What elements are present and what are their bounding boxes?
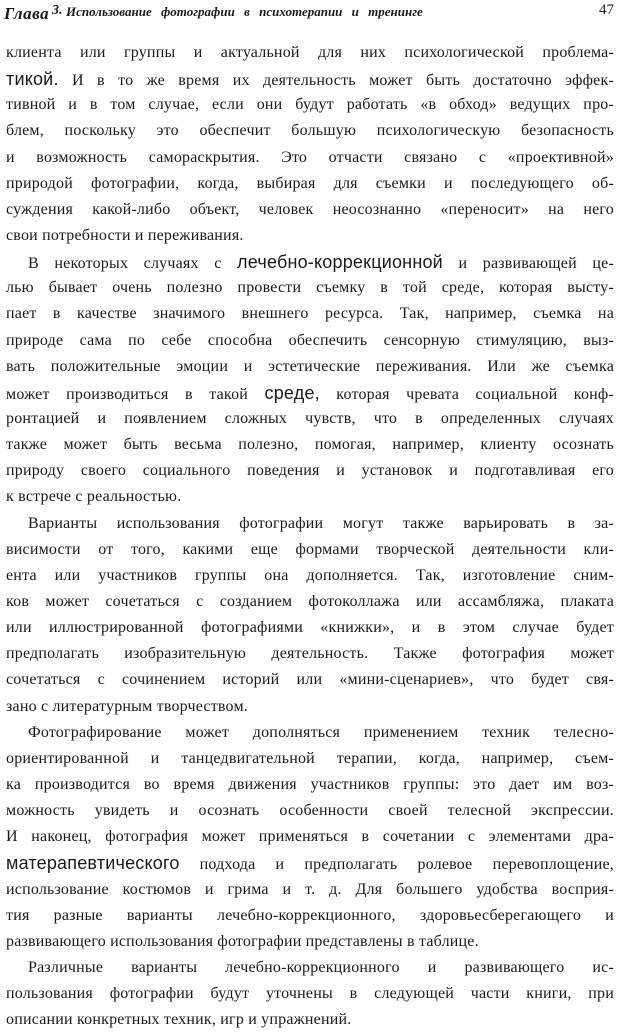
chapter-number: 3. bbox=[52, 3, 63, 18]
text-line bbox=[6, 406, 614, 432]
text-line bbox=[6, 380, 614, 406]
text-line bbox=[6, 772, 614, 798]
text-line bbox=[6, 484, 614, 510]
text-fragment: клиента или группы и актуальной для них психологической проблема- bbox=[6, 44, 614, 61]
text-fragment: Варианты использования фотографии могут также варьировать в за- bbox=[28, 514, 614, 532]
text-fragment: развивающего использования фотографии представлены в таблице. bbox=[6, 932, 479, 950]
text-fragment: И в то же время их деятельность может быть достаточно эффек- bbox=[58, 72, 614, 90]
text-line bbox=[6, 354, 614, 380]
highlighted-term: тикой. bbox=[6, 69, 59, 90]
text-fragment: И наконец, фотография может применяться в сочетании с элементами дра- bbox=[6, 828, 614, 846]
text-line bbox=[6, 955, 614, 981]
highlighted-term: лечебно-коррекционной bbox=[237, 252, 443, 273]
text-line bbox=[6, 92, 614, 118]
text-fragment: сочетаться с сочинением историй или «мини-сценариев», что будет свя- bbox=[6, 671, 614, 689]
text-fragment: блем, поскольку это обеспечит большую психологическую безопасность bbox=[6, 122, 614, 140]
running-header bbox=[4, 2, 612, 22]
text-fragment: суждения какой-либо объект, человек неосознанно «переносит» на него bbox=[6, 200, 614, 218]
chapter-title: Использование фотографии в психотерапии и тренинге bbox=[66, 4, 423, 19]
text-line bbox=[6, 615, 614, 641]
text-fragment: подхода и предполагать ролевое перевоплощение, bbox=[179, 856, 614, 874]
text-fragment: лью бывает очень полезно провести съемку в той среде, которая высту- bbox=[6, 279, 614, 297]
text-line bbox=[6, 929, 614, 955]
text-fragment: тивной и в том случае, если они будут работать «в обход» ведущих про- bbox=[6, 96, 614, 114]
text-line bbox=[6, 511, 614, 537]
text-fragment: висимости от того, какими еще формами творческой деятельности кли- bbox=[6, 540, 614, 558]
text-fragment: вать положительные эмоции и эстетические переживания. Или же съемка bbox=[6, 357, 614, 375]
text-fragment: и развивающей це- bbox=[442, 255, 614, 273]
text-fragment: которая чревата социальной конф- bbox=[319, 385, 614, 403]
text-fragment: Фотографирование может дополняться применением техник телесно- bbox=[28, 723, 614, 741]
text-line bbox=[6, 903, 614, 929]
text-line bbox=[6, 589, 614, 615]
chapter-label: Глава bbox=[4, 4, 50, 23]
text-line bbox=[6, 275, 614, 301]
text-line bbox=[6, 432, 614, 458]
text-line bbox=[6, 1007, 614, 1033]
text-fragment: природу своего социального поведения и установок и подготавливая его bbox=[6, 462, 614, 480]
text-line bbox=[6, 981, 614, 1007]
text-fragment: можность увидеть и осознать особенности своей телесной экспрессии. bbox=[6, 802, 614, 820]
text-line bbox=[6, 171, 614, 197]
text-fragment: ента или участников группы она дополняется. Так, изготовление сним- bbox=[6, 566, 614, 584]
text-line bbox=[6, 66, 614, 92]
text-fragment: предполагать изобразительную деятельность. Также фотография может bbox=[6, 645, 614, 663]
text-fragment: может производиться в такой bbox=[6, 385, 265, 403]
text-line bbox=[6, 249, 614, 275]
text-fragment: или иллюстрированной фотографиями «книжки», и в этом случае будет bbox=[6, 619, 614, 637]
text-line bbox=[6, 301, 614, 327]
text-line bbox=[6, 694, 614, 720]
text-line bbox=[6, 877, 614, 903]
text-fragment: свои потребности и переживания. bbox=[6, 226, 244, 244]
text-line bbox=[6, 667, 614, 693]
text-fragment: пает в качестве значимого внешнего ресурса. Так, например, съемка на bbox=[6, 305, 614, 323]
text-fragment: ронтацией и появлением сложных чувств, что в определенных случаях bbox=[6, 409, 614, 427]
text-line bbox=[6, 824, 614, 850]
text-line bbox=[6, 563, 614, 589]
page-number: 47 bbox=[599, 2, 614, 18]
text-fragment: пользования фотографии будут уточнены в следующей части книги, при bbox=[6, 985, 614, 1003]
text-fragment: В некоторых случаях с bbox=[28, 255, 238, 273]
text-fragment: ка производится во время движения участников группы: это дает им воз- bbox=[6, 775, 614, 793]
text-line bbox=[6, 40, 614, 66]
text-line bbox=[6, 537, 614, 563]
text-line bbox=[6, 223, 614, 249]
text-fragment: использование костюмов и грима и т. д. Для большего удобства восприя- bbox=[6, 880, 614, 898]
text-line bbox=[6, 798, 614, 824]
text-line bbox=[6, 118, 614, 144]
text-fragment: описании конкретных техник, игр и упражнений. bbox=[6, 1011, 352, 1029]
text-fragment: природой фотографии, когда, выбирая для съемки и последующего об- bbox=[6, 174, 614, 192]
text-fragment: Различные варианты лечебно-коррекционного и развивающего ис- bbox=[28, 958, 614, 976]
text-fragment: природе сама по себе способна обеспечить сенсорную стимуляцию, выз- bbox=[6, 331, 614, 349]
text-fragment: ориентированной и танцедвигательной терапии, когда, например, съем- bbox=[6, 749, 614, 767]
highlighted-term: матерапевтического bbox=[6, 853, 180, 874]
text-fragment: зано с литературным творчеством. bbox=[6, 697, 248, 715]
text-line bbox=[6, 720, 614, 746]
text-fragment: ков может сочетаться с созданием фотоколлажа или ассамбляжа, плаката bbox=[6, 592, 614, 610]
text-fragment: и возможность самораскрытия. Это отчасти связано с «проективной» bbox=[6, 148, 614, 166]
highlighted-term: среде, bbox=[264, 382, 320, 403]
text-line bbox=[6, 641, 614, 667]
text-line bbox=[6, 145, 614, 171]
text-fragment: тия разные варианты лечебно-коррекционного, здоровьесберегающего и bbox=[6, 906, 614, 924]
text-line bbox=[6, 850, 614, 876]
text-line bbox=[6, 746, 614, 772]
text-fragment: к встрече с реальностью. bbox=[6, 488, 182, 506]
text-fragment: также может быть весьма полезно, помогая, например, клиенту осознать bbox=[6, 436, 614, 454]
text-line bbox=[6, 458, 614, 484]
text-line bbox=[6, 197, 614, 223]
text-line bbox=[6, 328, 614, 354]
body-text bbox=[6, 40, 614, 1033]
